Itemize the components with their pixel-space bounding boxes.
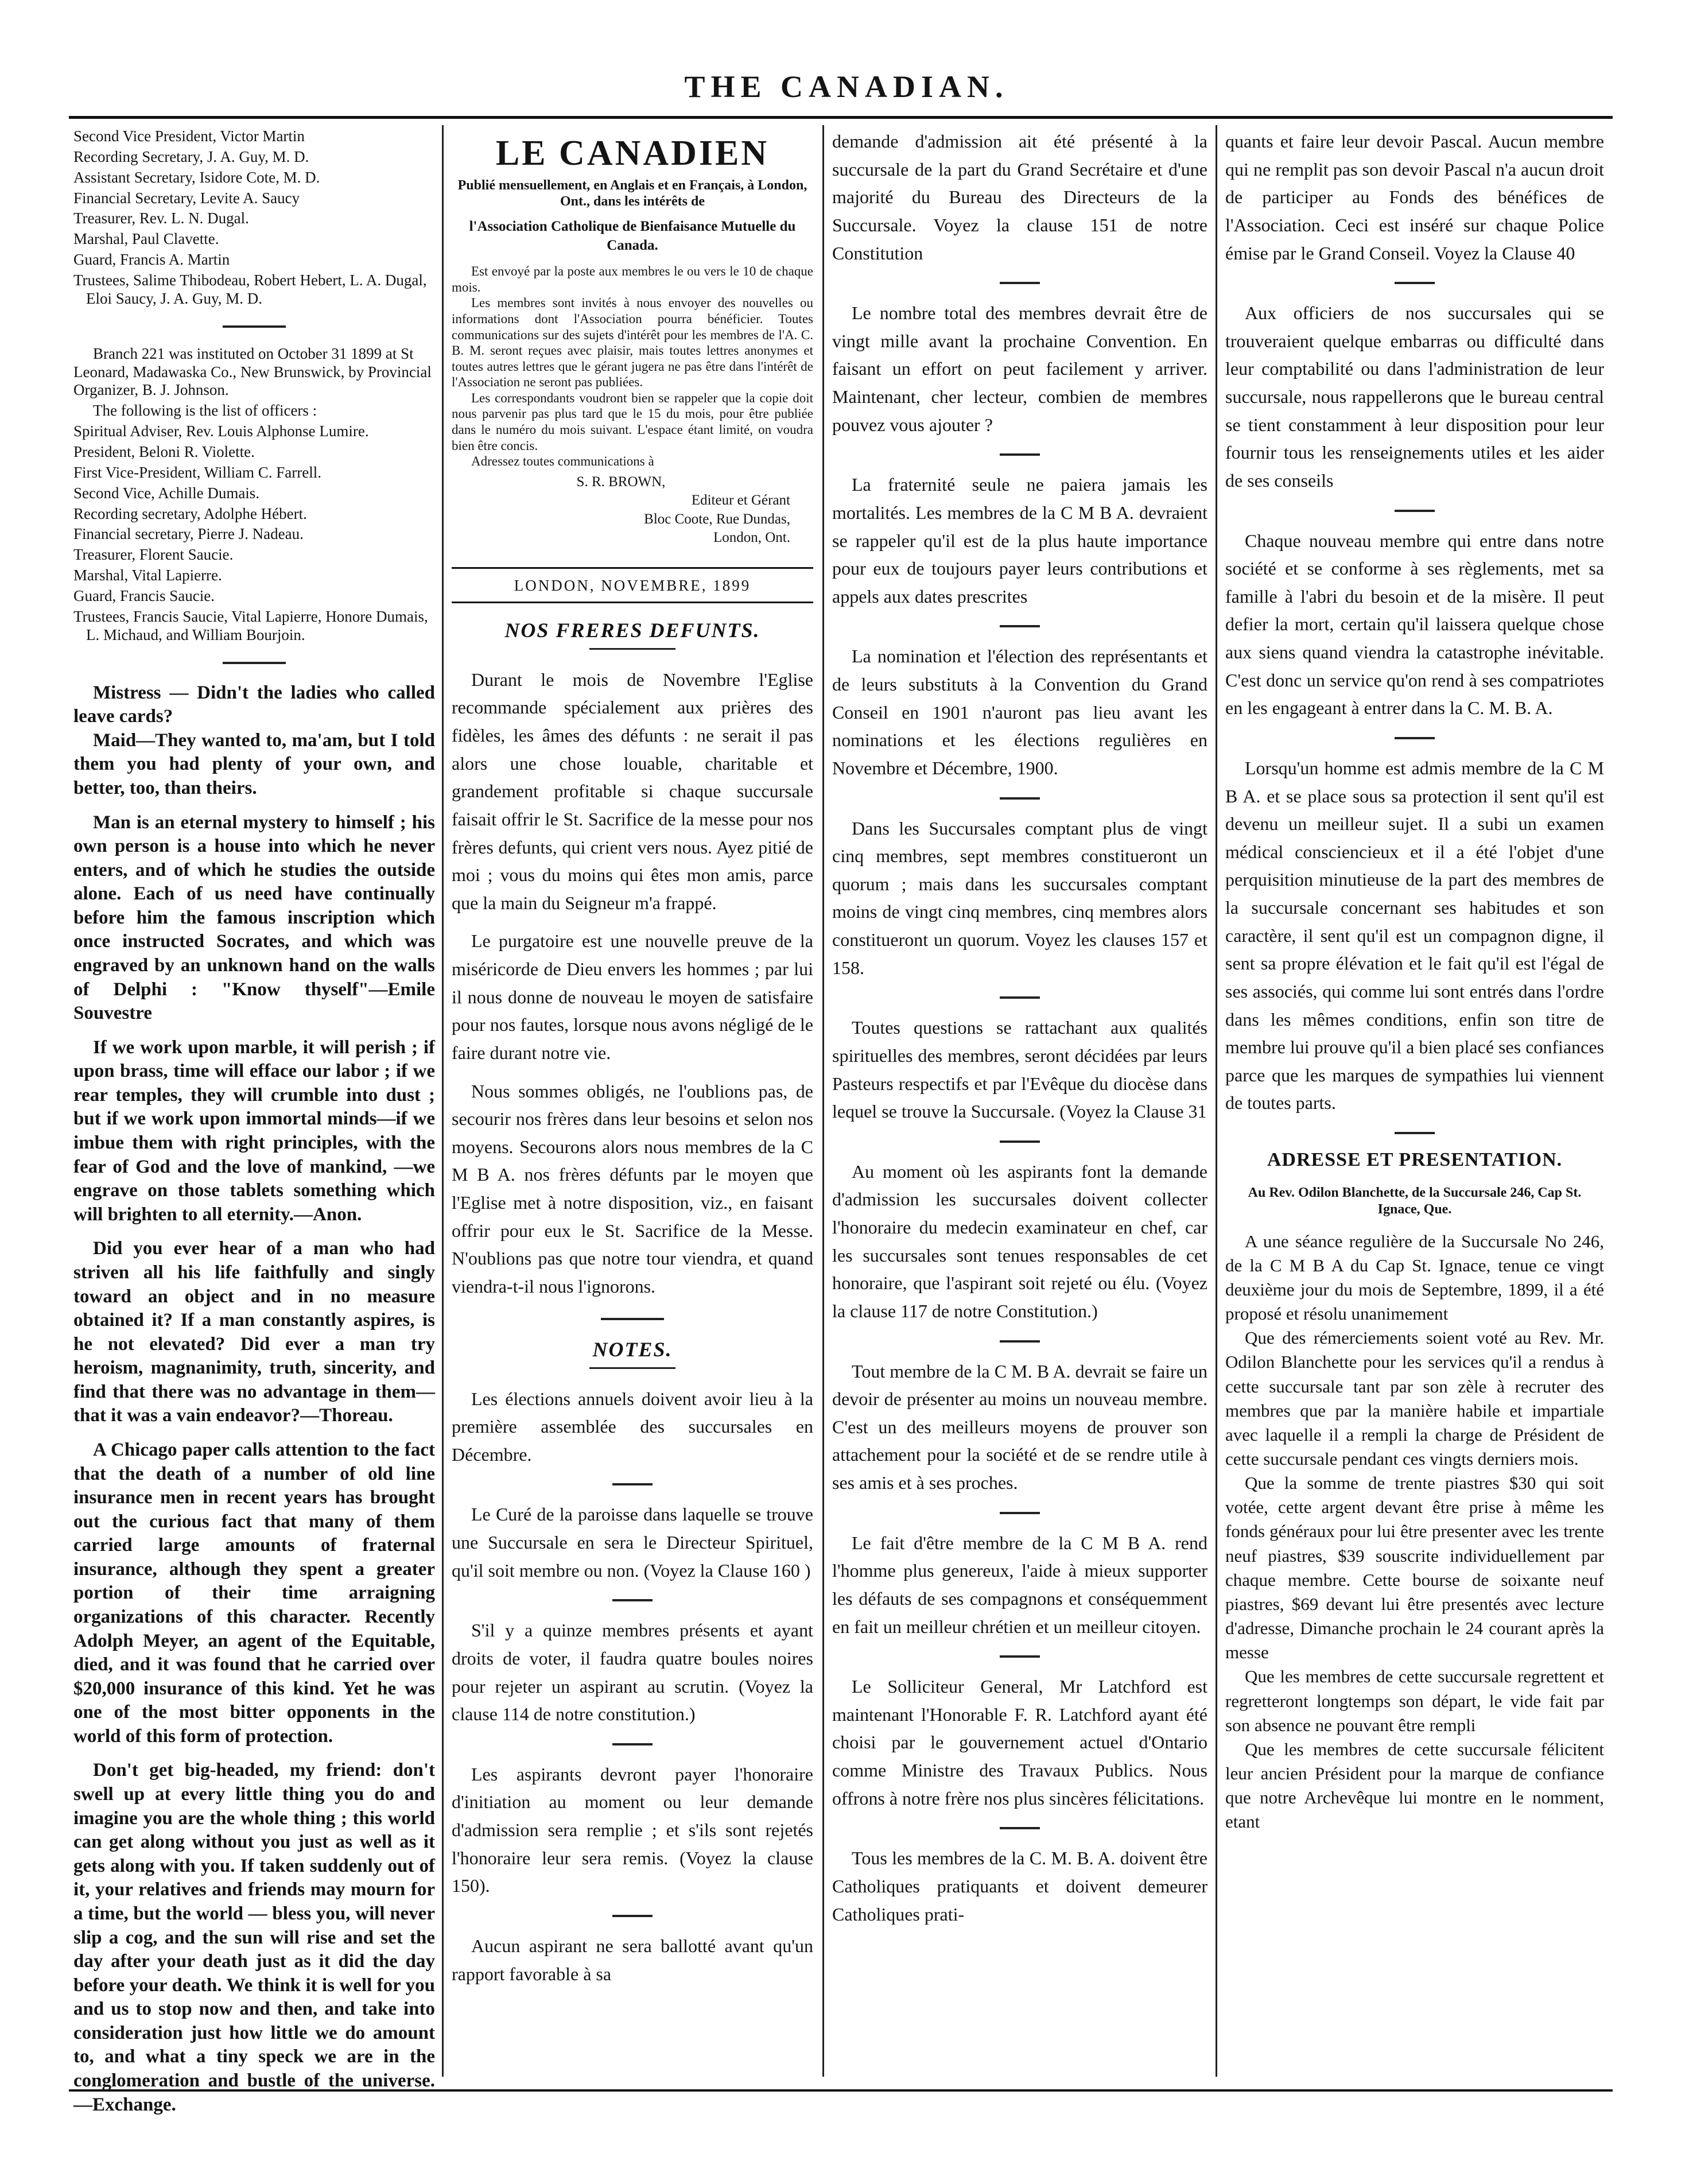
column-rule [822,125,824,2077]
note-paragraph: quants et faire leur devoir Pascal. Aucun membre qui ne remplit pas son devoir Pascal n'a aucun droit de participer au Fonds des bénéfices de l'Association. Ceci est inséré sur chaque Police émise par le Grand Conseil. Voyez la Clause 40 [1225,131,1604,263]
notice-paragraph: Les membres sont invités à nous envoyer des nouvelles ou informations dont l'Association pourra bénéficier. Toutes communications sur des sujets d'intérêt pour les membres de l'A. C. B. M. seront reçues avec plaisir, mais toutes lettres anonymes et toutes autres lettres que le gérant jugera ne pas être dans l'intérêt de l'Association ne seront pas publiées. [452,296,813,390]
note-paragraph: Tout membre de la C M. B A. devrait se faire un devoir de présenter au moins un nouveau membre. C'est un des meilleurs moyens de prouver son attachement pour la société et de se rendre utile à ses amis et à ses proches. [832,1360,1207,1493]
officer-line: Assistant Secretary, Isidore Cote, M. D. [73,168,320,186]
masthead: THE CANADIAN. [684,69,1009,104]
article-paragraph: Durant le mois de Novembre l'Eglise recommande spécialement aux prières des fidèles, les âmes des défunts : ne serait il pas alors une chose louable, charitable et grandement profitable si chaque succursale faisait offrir le St. Sacrifice de la messe pour nos frères defunts, qui crient vers nous. Ayez pitié de moi ; vous du moins qui êtes mon amis, parce que la main du Seigneur m'a frappé. [452,669,813,913]
editor-address: Bloc Coote, Rue Dundas, [644,511,790,527]
heading-rule [589,648,675,650]
officer-line: Second Vice, Achille Dumais. [73,484,260,502]
notice-paragraph: Les correspondants voudront bien se rappeler que la copie doit nous parvenir pas plus tard que le 15 du mois, pour être publiée dans le numéro du mois suivant. L'espace étant limité, on voudra bien être concis. [452,390,813,453]
separator [1395,282,1435,284]
section-heading: NOTES. [592,1337,673,1361]
separator [1000,1827,1040,1829]
officer-line: Treasurer, Florent Saucie. [73,546,234,564]
note-paragraph: La nomination et l'élection des représentants et de leurs substituts à la Convention du Grand Conseil en 1901 n'auront pas lieu avant les nominations et les élections regulières en Novembre et Décembre, 1900. [832,646,1207,778]
separator [223,325,286,328]
note-paragraph: Le Curé de la paroisse dans laquelle se trouve une Succursale en sera le Directeur Spirituel, qu'il soit membre ou non. (Voyez la Clause 160 ) [452,1504,813,1581]
separator [1395,1132,1435,1134]
note-paragraph: Aux officiers de nos succursales qui se trouveraient quelque embarras ou difficulté dans leur comptabilité ou dans l'administration de leur succursale, nous rappellerons que le bureau central se tient constamment à leur disposition pour leur fournir tous les renseignements utiles et les aider de ses conseils [1225,302,1604,491]
publication-line: Publié mensuellement, en Anglais et en Français, à London, Ont., dans les intérêts de [457,178,807,210]
association-name: l'Association Catholique de Bienfaisance Mutuelle du Canada. [469,218,796,254]
note-paragraph: Le nombre total des membres devrait être de vingt mille avant la prochaine Convention. En faisant un effort on peut facilement y arriver. Maintenant, cher lecteur, combien de membres pouvez vous ajouter ? [832,302,1207,435]
note-paragraph: Les élections annuels doivent avoir lieu à la première assemblée des succursales en Décembre. [452,1388,813,1465]
officer-line: Spiritual Adviser, Rev. Louis Alphonse Lumire. [73,422,369,440]
officer-line: Marshal, Vital Lapierre. [73,567,222,584]
separator [1000,1340,1040,1343]
bottom-rule [69,2089,1613,2092]
separator [1395,737,1435,739]
editor-block [452,473,790,548]
quote-paragraph: If we work upon marble, it will perish ; if upon brass, time will efface our labor ; if we rear temples, they will crumble into dust ; but if we work upon immortal minds—if we imbue them with right principles, with the fear of God and the love of mankind, —we engrave on those tablets something which will brighten to all eternity.—Anon. [73,1037,435,1225]
separator [1000,1512,1040,1514]
notice-paragraph: Est envoyé par la poste aux membres le ou vers le 10 de chaque mois. [452,264,813,294]
note-paragraph: Au moment où les aspirants font la demande d'admission les succursales doivent collecter l'honoraire du medecin examinateur en chef, car les succursales sont tenues responsables de cet honoraire, que l'aspirant soit rejeté ou élu. (Voyez la clause 117 de notre Constitution.) [832,1161,1207,1321]
note-paragraph: Le Solliciteur General, Mr Latchford est maintenant l'Honorable F. R. Latchford ayant été choisi par le gouvernement actuel d'Ontario comme Ministre des Travaux Publics. Nous offrons à notre frère nos plus sincères félicitations. [832,1676,1207,1809]
article-paragraph: Don't get big-headed, my friend: don't swell up at every little thing you do and imagine you are the whole thing ; this world can get along without you just as well as it gets along with you. If taken suddenly out of it, your relatives and friends may mourn for a time, but the world — bless you, will never slip a cog, and the sun will rise and set the day after your death just as it did the day before your death. We think it is well for you and us to stop now and then, and take into consideration just how little we do amount to, and what a tiny speck we are in the conglomeration and bustle of the universe.—Exchange. [73,1760,435,2115]
separator [1000,625,1040,627]
dateline: LONDON, NOVEMBRE, 1899 [514,576,751,594]
quote-paragraph: Did you ever hear of a man who had striven all his life faithfully and singly toward an object and in no measure obtained it? If a man constantly aspires, is he not elevated? Did ever a man try heroism, magnanimity, truth, sincerity, and find that there was no advantage in them—that it was a vain endeavor?—Thoreau. [73,1238,435,1426]
branch-intro: Branch 221 was instituted on October 31 1899 at St Leonard, Madawaska Co., New Brunswick, by Provincial Organizer, B. J. Johnson. [73,344,432,399]
anecdote-paragraph: Mistress — Didn't the ladies who called leave cards? [73,682,435,727]
article-paragraph: Que les membres de cette succursale félicitent leur ancien Président pour la marque de confiance que notre Archevêque lui montre en le nomment, etant [1225,1739,1604,1832]
officer-line: Guard, Francis Saucie. [73,587,215,605]
article-paragraph: Que les membres de cette succursale regrettent et regretteront longtemps son départ, le vide fait par son absence ne pouvant être rempli [1225,1666,1604,1735]
newspaper-title: LE CANADIEN [495,134,770,173]
separator [612,1915,653,1917]
note-paragraph: S'il y a quinze membres présents et ayant droits de voter, il faudra quatre boules noires pour rejeter un aspirant au scrutin. (Voyez la clause 114 de notre constitution.) [452,1620,813,1725]
note-paragraph: Les aspirants devront payer l'honoraire d'initiation au moment ou leur demande d'admission sera remplie ; et s'ils sont rejetés l'honoraire leur sera remis. (Voyez la clause 150). [452,1763,813,1896]
column-rule [442,125,444,2077]
note-paragraph: La fraternité seule ne paiera jamais les mortalités. Les membres de la C M B A. devraient se rappeler qu'il est de la plus haute importance pour eux de toujours payer leurs contributions et appels aux dates prescrites [832,474,1207,607]
separator [1000,1655,1040,1658]
officer-line: Recording Secretary, J. A. Guy, M. D. [73,148,309,165]
separator [1000,797,1040,800]
officer-line: Financial secretary, Pierre J. Nadeau. [73,525,304,543]
section-subheading: Au Rev. Odilon Blanchette, de la Succursale 246, Cap St. Ignace, Que. [1248,1185,1582,1217]
notice-paragraph: Adressez toutes communications à [471,454,654,469]
officer-line: Trustees, Francis Saucie, Vital Lapierre, Honore Dumais, L. Michaud, and William Bourjoin. [73,607,428,643]
article-paragraph: A une séance regulière de la Succursale No 246, de la C M B A du Cap St. Ignace, tenue ce vingt deuxième jour du mois de Septembre, 1899, il a été proposé et résolu unanimement [1225,1231,1604,1324]
separator [1395,510,1435,512]
separator [612,1599,653,1601]
editor-name: S. R. BROWN, [576,474,666,490]
separator [612,1743,653,1745]
editor-role: Editeur et Gérant [691,492,790,509]
note-paragraph: Chaque nouveau membre qui entre dans notre société et se conforme à ses règlements, met sa famille à l'abri du besoin et de la misère. Il peut defier la mort, certain qu'il laissera quelque chose aux siens quand viendra la catastrophe inévitable. C'est donc un service qu'on rend à ses compatriotes en les engageant à entrer dans la C. M. B. A. [1225,530,1604,719]
note-paragraph: Tous les membres de la C. M. B. A. doivent être Catholiques pratiquants et doivent demeurer Catholiques prati- [832,1848,1207,1925]
separator [1000,282,1040,284]
masthead-rule [69,116,1613,119]
officers-list-2 [73,422,435,644]
anecdote-paragraph: Maid—They wanted to, ma'am, but I told them you had plenty of your own, and better, too, than theirs. [73,730,435,798]
officer-line: Guard, Francis A. Martin [73,251,230,269]
officer-line: Trustees, Salime Thibodeau, Robert Hebert, L. A. Dugal, Eloi Saucy, J. A. Guy, M. D. [73,271,427,307]
section-heading: NOS FRERES DEFUNTS. [504,618,760,642]
column-rule [1216,125,1217,2077]
column-4 [1225,127,1604,2073]
note-paragraph: Toutes questions se rattachant aux qualités spirituelles des membres, seront décidées par leurs Pasteurs respectifs et par l'Evêque du diocèse dans lequel se trouve la Succursale. (Voyez la Clause 31 [832,1017,1207,1122]
dateline-box [452,567,813,603]
column-2 [452,127,813,2073]
article-paragraph: Que des rémerciements soient voté au Rev. Mr. Odilon Blanchette pour les services qu'il a rendus à cette succursale tant par son zèle à recruter des membres que par la manière habile et impartiale avec laquelle il a rempli la charge de Président de cette succursale pendant ces vingts derniers mois. [1225,1328,1604,1469]
separator [223,662,286,664]
note-paragraph: Lorsqu'un homme est admis membre de la C M B A. et se place sous sa protection il sent qu'il est devenu un meilleur sujet. Il a subi un examen médical consciencieux et il a été l'objet d'une perquisition minutieuse de la part des membres de la succursale concernant ses habitudes et son caractère, il sent qu'il est un compagnon digne, il sent sa propre élévation et le fait qu'il est l'égal de ses associés, qui comme lui sont entrés dans l'ordre dans les mêmes conditions, enfin son titre de membre lui prouve qu'il a bien placé ses confiances parce que les marques de sympathies lui viennent de toutes parts. [1225,757,1604,1114]
officer-line: Financial Secretary, Levite A. Saucy [73,189,300,207]
quote-paragraph: Man is an eternal mystery to himself ; his own person is a house into which he never enters, and of which he studies the outside alone. Each of us need have continually before him the famous inscription which once instructed Socrates, and which was engraved by an unknown hand on the walls of Delphi : "Know thyself"—Emile Souvestre [73,812,435,1024]
article-paragraph: Le purgatoire est une nouvelle preuve de la miséricorde de Dieu envers les hommes ; par lui il nous donne de nouveau le moyen de satisfaire pour nos fautes, lorsque nous avons négligé de le faire durant notre vie. [452,930,813,1063]
note-paragraph: Aucun aspirant ne sera ballotté avant qu'un rapport favorable à sa [452,1935,813,1984]
officer-line: First Vice-President, William C. Farrell. [73,463,321,481]
note-paragraph: demande d'admission ait été présenté à la succursale de la part du Grand Secrétaire et d'une majorité du Bureau des Directeurs de la Succursale. Voyez la clause 151 de notre Constitution [832,131,1207,263]
separator [1000,1141,1040,1143]
officers-list-1 [73,127,435,308]
heading-rule [589,1367,675,1369]
note-paragraph: Dans les Succursales comptant plus de vingt cinq membres, sept membres constitueront un quorum ; mais dans les succursales comptant moins de vingt cinq membres, cinq membres alors constitueront un quorum. Voyez les clauses 157 et 158. [832,817,1207,978]
officer-line: President, Beloni R. Violette. [73,443,255,461]
editor-city: London, Ont. [713,530,790,546]
column-1 [73,127,435,2115]
officer-line: Marshal, Paul Clavette. [73,230,219,248]
officer-line: Recording secretary, Adolphe Hébert. [73,505,307,522]
separator [1000,453,1040,456]
separator [1000,996,1040,999]
officer-line: Second Vice President, Victor Martin [73,127,305,145]
column-3 [832,127,1207,2073]
section-heading: ADRESSE ET PRESENTATION. [1267,1149,1563,1170]
separator [601,1318,664,1320]
separator [612,1483,653,1485]
article-paragraph: Que la somme de trente piastres $30 qui soit votée, cette argent devant être prise à même les fonds généraux pour lui être presenter avec les trente neuf piastres, $39 souscrite individuellement par chaque membre. Cette bourse de soixante neuf piastres, $69 devant lui être presentés avec lecture d'adresse, Dimanche prochain le 24 courant après la messe [1225,1473,1604,1663]
officers-intro: The following is the list of officers : [93,402,317,420]
article-paragraph: Nous sommes obligés, ne l'oublions pas, de secourir nos frères dans leur besoins et selon nos moyens. Secourons alors nous membres de la C M B A. nos frères défunts par le moyen que l'Eglise met à notre disposition, viz., en faisant offrir pour eux le St. Sacrifice de la Messe. N'oublions pas que notre tour viendra, et quand viendra-t-il nous l'ignorons. [452,1080,813,1297]
note-paragraph: Le fait d'être membre de la C M B A. rend l'homme plus genereux, l'aide à mieux supporter les défauts de ses compagnons et conséquemment en fait un meilleur chrétien et un meilleur citoyen. [832,1532,1207,1637]
officer-line: Treasurer, Rev. L. N. Dugal. [73,210,249,227]
article-paragraph: A Chicago paper calls attention to the fact that the death of a number of old line insurance men in recent years has brought out the curious fact that many of them carried large amounts of fraternal insurance, although they spent a greater portion of their time arraigning organizations of this character. Recently Adolph Meyer, an agent of the Equitable, died, and it was found that he carried over $20,000 insurance of this kind. Yet he was one of the most bitter opponents in the world of this form of protection. [73,1439,435,1747]
